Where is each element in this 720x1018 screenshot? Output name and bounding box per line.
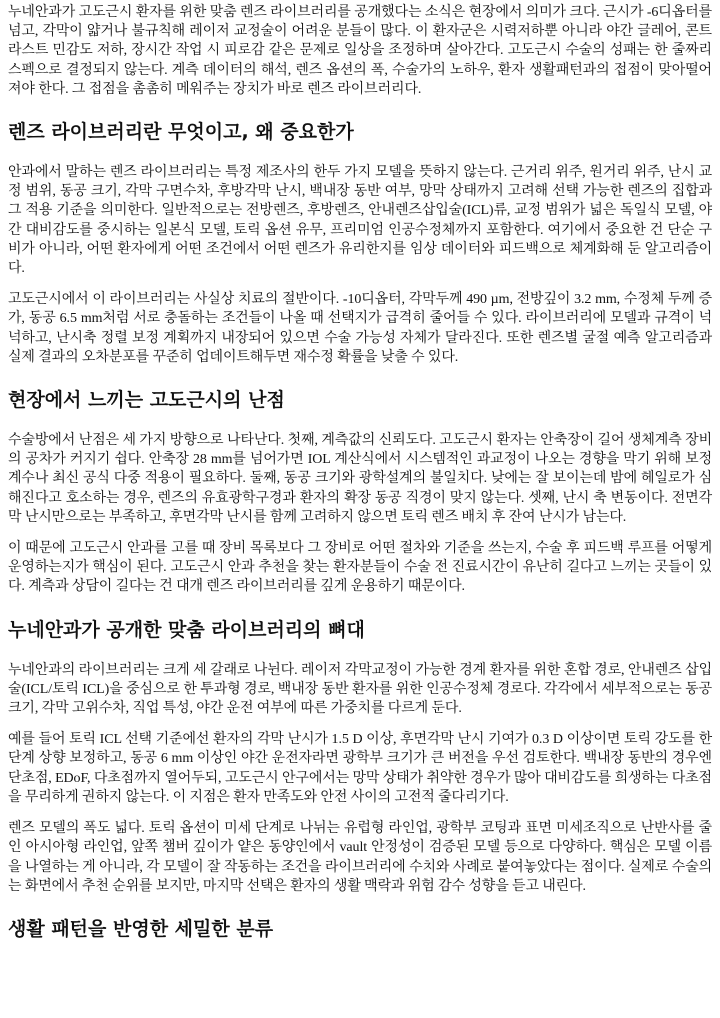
section-heading-library-framework: 누네안과가 공개한 맞춤 라이브러리의 뼈대 [8,618,365,641]
section1-paragraph-2: 고도근시에서 이 라이브러리는 사실상 치료의 절반이다. -10디옵터, 각막두께 490 µm, 전방깊이 3.2 mm, 수정체 두께 증가, 동공 6.5 mm처럼 서로 충돌하는 조건들이 나올 때 선택지가 급격히 줄어들 수 있다. 라이브러리에 모델과 규격이 넉넉하고, 난시축 정렬 보정 계획까지 내장되어 있으면 수술 가능성 자체가 달라진다. 또한 렌즈별 굴절 예측 알고리즘과 실제 결과의 오차분포를 꾸준히 업데이트해두면 재수정 확률을 낮출 수 있다. [8,292,712,365]
section2-paragraph-2: 이 때문에 고도근시 안과를 고를 때 장비 목록보다 그 장비로 어떤 절차와 기준을 쓰는지, 수술 후 피드백 루프를 어떻게 운영하는지가 핵심이 된다. 고도근시 안과 추천을 찾는 환자분들이 수술 전 진료시간이 유난히 길다고 느끼는 곳들이 있다. 계측과 상담이 길다는 건 대개 렌즈 라이브러리를 깊게 운용하기 때문이다. [8,541,712,595]
section-heading-lens-library: 렌즈 라이브러리란 무엇이고, 왜 중요한가 [8,121,354,144]
section3-paragraph-3: 렌즈 모델의 폭도 넓다. 토릭 옵션이 미세 단계로 나뉘는 유럽형 라인업, 광학부 코팅과 표면 미세조직으로 난반사를 줄인 아시아형 라인업, 앞쪽 챔버 깊이가 얕은 동양인에서 vault 안정성이 검증된 모델 등으로 다양하다. 핵심은 모델 이름을 나열하는 게 아니라, 각 모델이 잘 작동하는 조건을 라이브러리에 수치와 사례로 붙여놓았다는 점이다. 실제로 수술의는 화면에서 추천 순위를 보지만, 마지막 선택은 환자의 생활 맥락과 위험 감수 성향을 듣고 내린다. [8,821,712,894]
section3-paragraph-1: 누네안과의 라이브러리는 크게 세 갈래로 나뉜다. 레이저 각막교정이 가능한 경계 환자를 위한 혼합 경로, 안내렌즈 삽입술(ICL/토릭 ICL)을 중심으로 한 투과형 경로, 백내장 동반 환자를 위한 인공수정체 경로다. 각각에서 세부적으로는 동공 크기, 각막 고위수차, 직업 특성, 야간 운전 여부에 따른 가중치를 다르게 둔다. [8,662,712,717]
article [8,0,712,942]
intro-paragraph: 누네안과가 고도근시 환자를 위한 맞춤 렌즈 라이브러리를 공개했다는 소식은 현장에서 의미가 크다. 근시가 -6디옵터를 넘고, 각막이 얇거나 불규칙해 레이저 교정술이 어려운 분들이 많다. 이 환자군은 시력저하뿐 아니라 야간 글레어, 콘트라스트 민감도 저하, 장시간 작업 시 피로감 같은 문제로 일상을 조정하며 살아간다. 고도근시 수술의 성패는 한 줄짜리 스펙으로 결정되지 않는다. 계측 데이터의 해석, 렌즈 옵션의 폭, 수술가의 노하우, 환자 생활패턴과의 접점이 맞아떨어져야 한다. 그 접점을 촘촘히 메워주는 장치가 바로 렌즈 라이브러리다. [8,5,712,97]
section-heading-difficulties: 현장에서 느끼는 고도근시의 난점 [8,389,285,412]
section2-paragraph-1: 수술방에서 난점은 세 가지 방향으로 나타난다. 첫째, 계측값의 신뢰도다. 고도근시 환자는 안축장이 길어 생체계측 장비의 공차가 커지기 쉽다. 안축장 28 mm를 넘어가면 IOL 계산식에서 시스템적인 과교정이 나오는 경향을 막기 위해 보정계수나 최신 공식 다중 적용이 필요하다. 둘째, 동공 크기와 광학설계의 불일치다. 낮에는 잘 보이는데 밤에 헤일로가 심해진다고 호소하는 경우, 렌즈의 유효광학구경과 환자의 확장 동공 직경이 맞지 않는다. 셋째, 난시 축 변동이다. 전면각막 난시만으로는 부족하고, 후면각막 난시를 함께 고려하지 않으면 토릭 렌즈 배치 후 잔여 난시가 남는다. [8,433,712,525]
section-heading-lifestyle-classification: 생활 패턴을 반영한 세밀한 분류 [8,917,274,940]
section1-paragraph-1: 안과에서 말하는 렌즈 라이브러리는 특정 제조사의 한두 가지 모델을 뜻하지 않는다. 근거리 위주, 원거리 위주, 난시 교정 범위, 동공 크기, 각막 구면수차, 후방각막 난시, 백내장 동반 여부, 망막 상태까지 고려해 선택 가능한 렌즈의 집합과 그 적용 기준을 의미한다. 일반적으로는 전방렌즈, 후방렌즈, 안내렌즈삽입술(ICL)류, 교정 범위가 넓은 독일식 모델, 야간 대비감도를 중시하는 일본식 모델, 토릭 옵션 유무, 프리미엄 인공수정체까지 포함한다. 여기에서 중요한 건 단순 구비가 아니라, 어떤 환자에게 어떤 조건에서 어떤 렌즈가 유리한지를 임상 데이터와 피드백으로 체계화해 둔 알고리즘이다. [8,165,712,277]
section3-paragraph-2: 예를 들어 토릭 ICL 선택 기준에선 환자의 각막 난시가 1.5 D 이상, 후면각막 난시 기여가 0.3 D 이상이면 토릭 강도를 한 단계 상향 보정하고, 동공 6 mm 이상인 야간 운전자라면 광학부 크기가 큰 버전을 우선 검토한다. 백내장 동반의 경우엔 단초점, EDoF, 다초점까지 열어두되, 고도근시 안구에서는 망막 상태가 취약한 경우가 많아 대비감도를 희생하는 다초점을 무리하게 권하지 않는다. 이 지점은 환자 만족도와 안전 사이의 고전적 줄다리기다. [8,732,712,805]
